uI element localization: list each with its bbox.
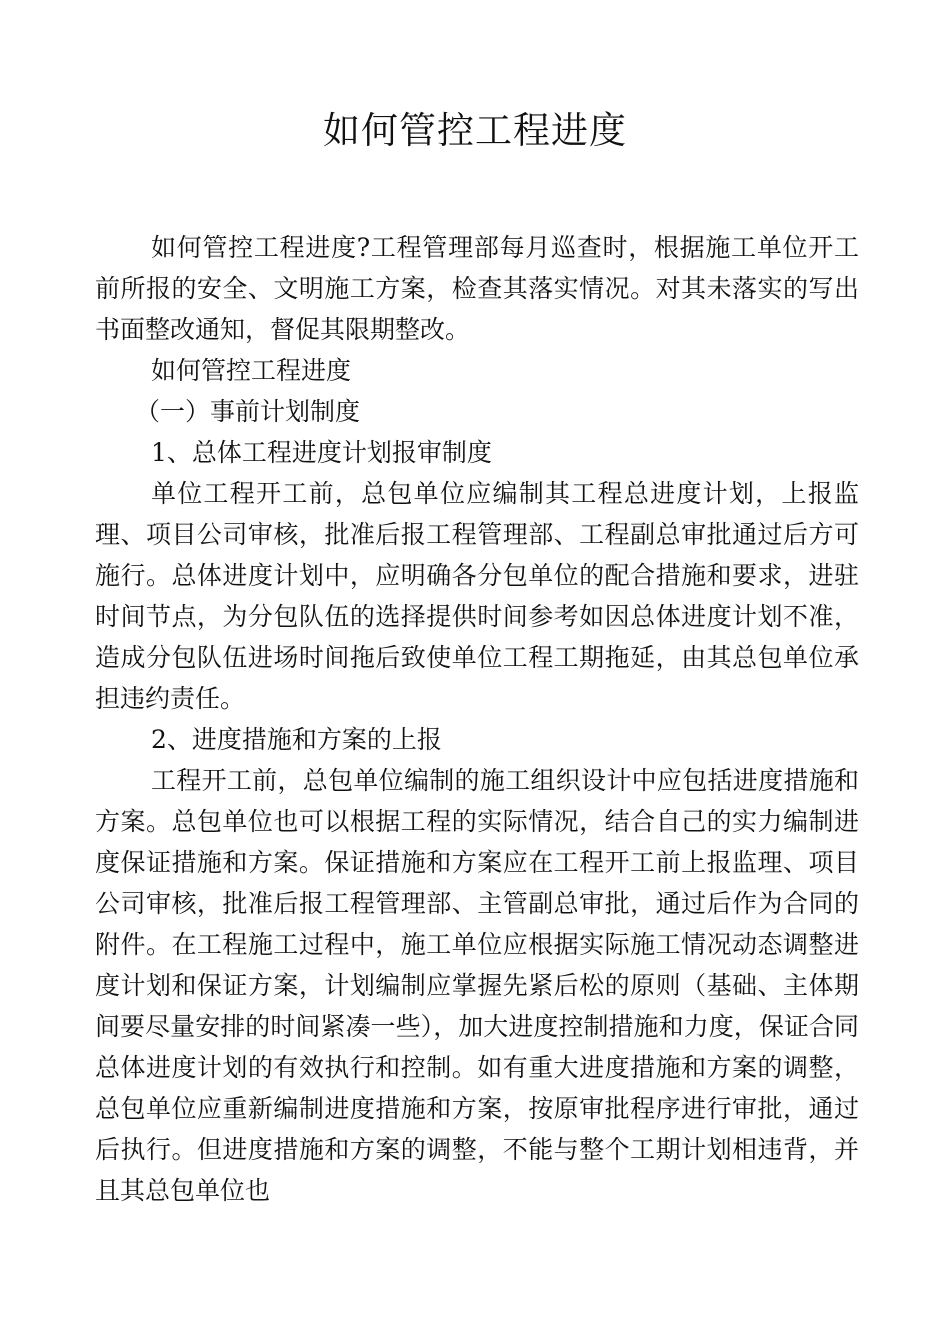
section-heading-1: （一）事前计划制度: [135, 397, 361, 426]
subsection-heading-2: 2、进度措施和方案的上报: [151, 725, 442, 754]
paragraph-intro: 如何管控工程进度?工程管理部每月巡查时，根据施工单位开工前所报的安全、文明施工方案，检查其落实情况。对其未落实的写出书面整改通知，督促其限期整改。: [95, 233, 859, 344]
paragraph-measures: 工程开工前，总包单位编制的施工组织设计中应包括进度措施和方案。总包单位也可以根据工程的实际情况，结合自己的实力编制进度保证措施和方案。保证措施和方案应在工程开工前上报监理、项目公司审核，批准后报工程管理部、主管副总审批，通过后作为合同的附件。在工程施工过程中，施工单位应根据实际施工情况动态调整进度计划和保证方案，计划编制应掌握先紧后松的原则（基础、主体期间要尽量安排的时间紧凑一些），加大进度控制措施和力度，保证合同总体进度计划的有效执行和控制。如有重大进度措施和方案的调整，总包单位应重新编制进度措施和方案，按原审批程序进行审批，通过后执行。但进度措施和方案的调整，不能与整个工期计划相违背，并且其总包单位也: [95, 766, 859, 1205]
document-title: 如何管控工程进度: [323, 109, 627, 152]
paragraph-heading: 如何管控工程进度: [151, 356, 352, 385]
paragraph-overall-plan: 单位工程开工前，总包单位应编制其工程总进度计划，上报监理、项目公司审核，批准后报工程管理部、工程副总审批通过后方可施行。总体进度计划中，应明确各分包单位的配合措施和要求，进驻时间节点，为分包队伍的选择提供时间参考如因总体进度计划不准，造成分包队伍进场时间拖后致使单位工程工期拖延，由其总包单位承担违约责任。: [95, 479, 859, 713]
subsection-heading-1: 1、总体工程进度计划报审制度: [151, 438, 492, 467]
document-body: [95, 227, 859, 1211]
